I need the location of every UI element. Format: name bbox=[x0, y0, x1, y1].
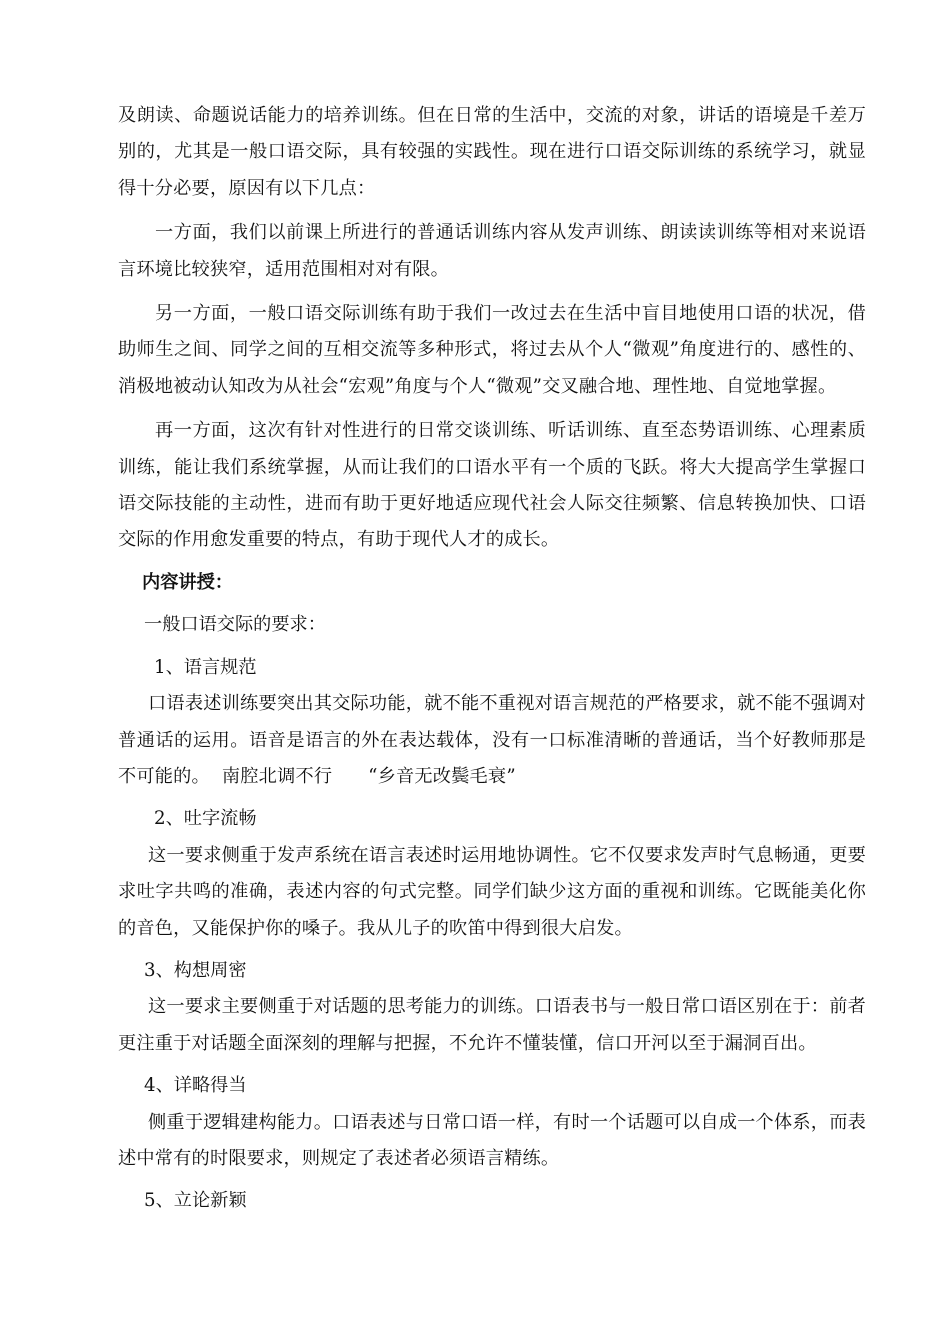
item-body: 这一要求侧重于发声系统在语言表述时运用地协调性。它不仅要求发声时气息畅通，更要求吐字共鸣的准确，表述内容的句式完整。同学们缺少这方面的重视和训练。它既能美化你的音色，又能保护你的嗓子。我从儿子的吹笛中得到很大启发。 bbox=[118, 844, 866, 939]
item-title: 3、构想周密 bbox=[144, 959, 247, 981]
document-page bbox=[118, 98, 866, 1220]
body-paragraph: 及朗读、命题说话能力的培养训练。但在日常的生活中，交流的对象，讲话的语境是千差万别的，尤其是一般口语交际，具有较强的实践性。现在进行口语交际训练的系统学习，就显得十分必要，原因有以下几点： bbox=[118, 105, 866, 199]
item-title: 5、立论新颖 bbox=[144, 1190, 247, 1212]
item-title: 4、详略得当 bbox=[144, 1075, 247, 1097]
body-paragraph: 一方面，我们以前课上所进行的普通话训练内容从发声训练、朗读读训练等相对来说语言环境比较狭窄，适用范围相对对有限。 bbox=[118, 222, 866, 280]
item-body: 口语表述训练要突出其交际功能，就不能不重视对语言规范的严格要求，就不能不强调对普通话的运用。语音是语言的外在表达载体，没有一口标准清晰的普通话，当个好教师那是不可能的。 南腔北调不行 “乡音无改鬓毛衰” bbox=[118, 693, 866, 787]
item-body: 这一要求主要侧重于对话题的思考能力的训练。口语表书与一般日常口语区别在于：前者更注重于对话题全面深刻的理解与把握，不允许不懂装懂，信口开河以至于漏洞百出。 bbox=[118, 996, 866, 1054]
body-paragraph: 另一方面，一般口语交际训练有助于我们一改过去在生活中盲目地使用口语的状况，借助师生之间、同学之间的互相交流等多种形式，将过去从个人“微观”角度进行的、感性的、消极地被动认知改为从社会“宏观”角度与个人“微观”交叉融合地、理性地、自觉地掌握。 bbox=[118, 303, 866, 397]
section-intro: 一般口语交际的要求： bbox=[144, 614, 326, 636]
section-heading: 内容讲授： bbox=[142, 571, 233, 593]
item-body: 侧重于逻辑建构能力。口语表述与日常口语一样，有时一个话题可以自成一个体系，而表述中常有的时限要求，则规定了表述者必须语言精练。 bbox=[118, 1111, 866, 1169]
item-title: 1、语言规范 bbox=[154, 656, 257, 678]
body-paragraph: 再一方面，这次有针对性进行的日常交谈训练、听话训练、直至态势语训练、心理素质训练，能让我们系统掌握，从而让我们的口语水平有一个质的飞跃。将大大提高学生掌握口语交际技能的主动性，进而有助于更好地适应现代社会人际交往频繁、信息转换加快、口语交际的作用愈发重要的特点，有助于现代人才的成长。 bbox=[118, 420, 866, 551]
item-title: 2、吐字流畅 bbox=[154, 808, 257, 830]
